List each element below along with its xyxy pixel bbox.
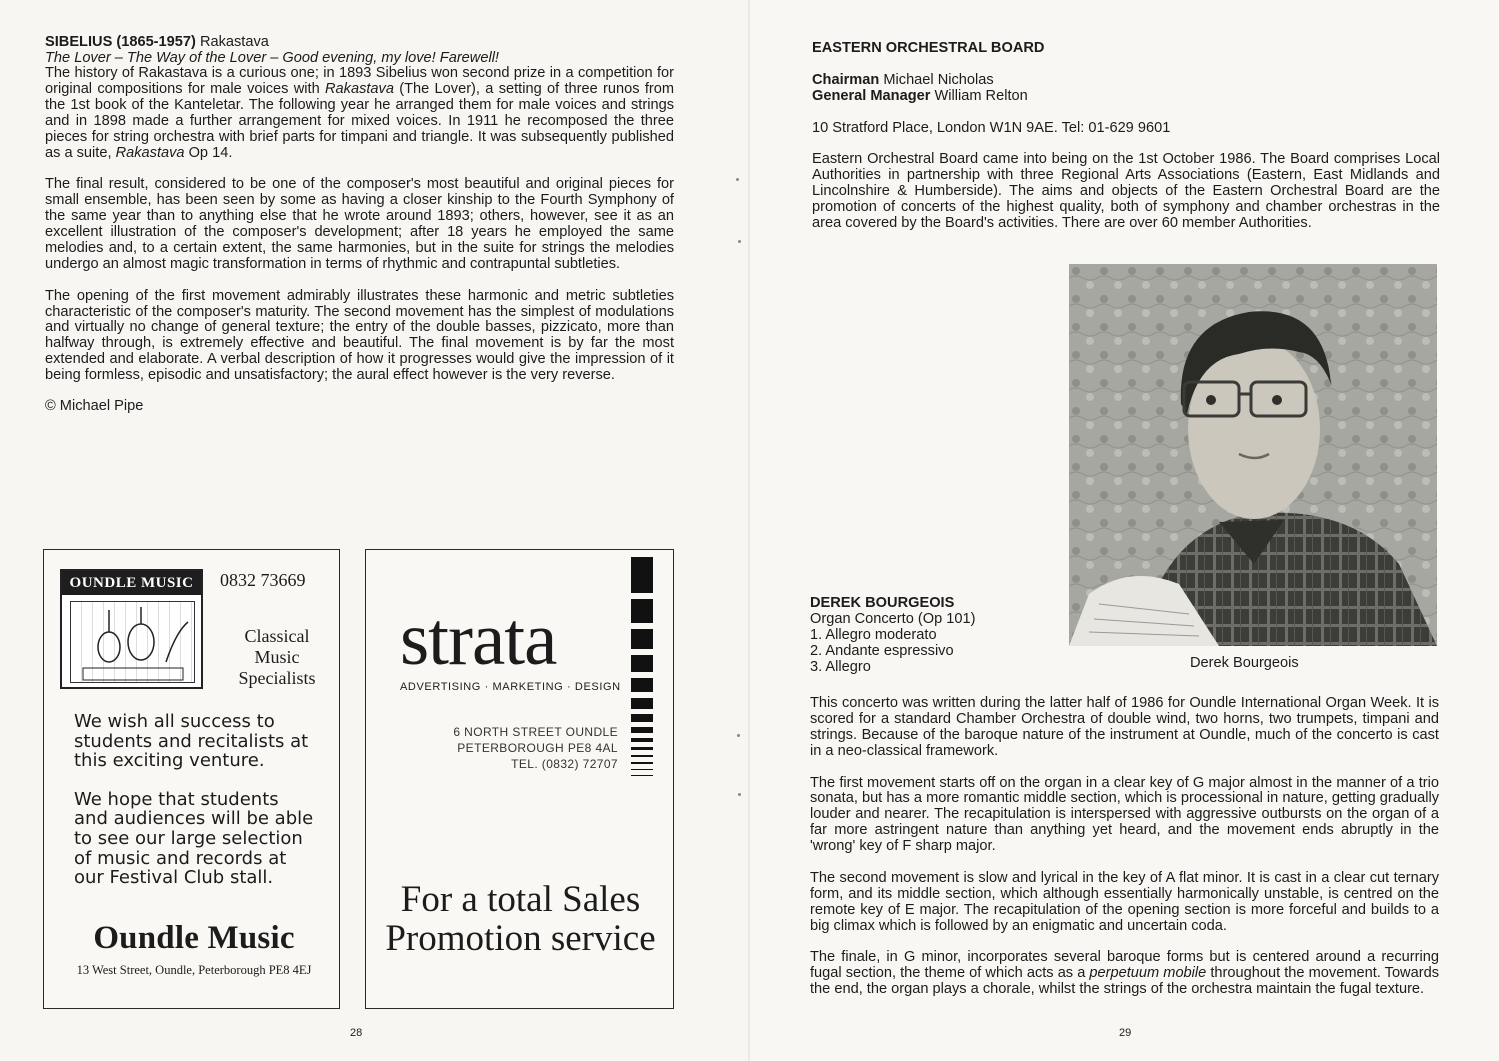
- paragraph: The first movement starts off on the organ in a clear key of G major almost in the manner of a trio sonata, but has a more romantic middle section, which is processional in nature, getting gradually louder and nearer. The recapitulation is interspersed with aggressive outbursts on the organ of a far more astringent nature than anything yet heard, and the movement ends abruptly in the 'wrong' key of F sharp major.: [810, 774, 1439, 855]
- print-speck: [738, 793, 741, 796]
- strata-services: ADVERTISING · MARKETING · DESIGN: [400, 681, 621, 693]
- movement-item: 3. Allegro: [810, 659, 871, 675]
- shop-window: [70, 601, 195, 683]
- paragraph: The final result, considered to be one of the composer's most beautiful and original pieces for small ensemble, has been seen by some as having a closer kinship to the Fourth Symphony of the same year than to anything else that he wrote around 1893; others, however, see it as an excellent illustration of the composer's development; after 18 years he employed the same melodies and, to a certain extent, the same harmonies, but in the suite for strings the melodies undergo an almost magic transformation in terms of rhythmic and contrapuntal subtleties.: [45, 176, 674, 272]
- photo-caption: Derek Bourgeois: [1190, 655, 1299, 671]
- instruments-icon: [71, 602, 196, 684]
- paragraph: The second movement is slow and lyrical in the key of A flat minor. It is cast in a clear cut ternary form, and its middle section, which although essentially harmonically unstable, is centred on the remote key of E major. The recapitulation of the opening section is more forceful and builds to a big climax which is followed by an enigmatic and uncertain coda.: [810, 869, 1439, 934]
- eob-address: 10 Stratford Place, London W1N 9AE. Tel: 01-629 9601: [812, 120, 1171, 136]
- strata-ad: [365, 549, 674, 1009]
- strata-address: 6 NORTH STREET OUNDLE PETERBOROUGH PE8 4AL TEL. (0832) 72707: [453, 725, 618, 771]
- print-speck: [736, 178, 739, 181]
- shop-address: 13 West Street, Oundle, Peterborough PE8 4EJ: [76, 963, 312, 977]
- section-title: EASTERN ORCHESTRAL BOARD: [812, 40, 1045, 56]
- page-number: 29: [1119, 1027, 1132, 1039]
- strata-bar-graphic: [631, 557, 653, 776]
- portrait-image: [1069, 264, 1437, 646]
- chairman-line: Chairman Michael Nicholas: [812, 72, 994, 88]
- eob-section: [812, 40, 1440, 232]
- bourgeois-heading-block: [810, 595, 1050, 675]
- gm-line: General Manager William Relton: [812, 88, 1028, 104]
- composer-name: SIBELIUS (1865-1957): [45, 34, 196, 50]
- article-body: [45, 66, 674, 384]
- work-subtitle: The Lover – The Way of the Lover – Good evening, my love! Farewell!: [45, 50, 499, 66]
- bourgeois-article-body: [810, 696, 1439, 1014]
- strata-logo: strata: [400, 598, 557, 681]
- work-title: Rakastava: [199, 34, 269, 50]
- print-speck: [738, 240, 741, 243]
- print-speck: [737, 734, 740, 737]
- page-number: 28: [350, 1027, 363, 1039]
- tagline: Classical Music Specialists: [238, 626, 316, 688]
- oundle-music-ad: [43, 549, 340, 1009]
- copyright-credit: © Michael Pipe: [45, 397, 144, 414]
- paragraph: The finale, in G minor, incorporates several baroque forms but is centered around a recurring fugal section, the theme of which acts as a perpetuum mobile throughout the movement. Towards the end, the organ plays a chorale, whilst the strings of the orchestra maintain the fugal texture.: [810, 949, 1439, 998]
- movement-item: 2. Andante espressivo: [810, 643, 954, 659]
- phone-number: 0832 73669: [220, 570, 306, 590]
- composer-name: DEREK BOURGEOIS: [810, 595, 955, 611]
- paragraph: The opening of the first movement admirably illustrates these harmonic and metric subtleties characteristic of the composer's maturity. The second movement has the simplest of modulations and virtually no change of general texture; the entry of the double basses, pizzicato, more than halfway through, is extremely effective and beautiful. The final movement is by far the most extended and elaborate. A verbal description of how it progresses would give the impression of it being formless, episodic and unsatisfactory; the aural effect however is the very reverse.: [45, 287, 674, 384]
- sibelius-heading: [45, 34, 674, 50]
- movement-item: 1. Allegro moderato: [810, 627, 937, 643]
- eob-description: Eastern Orchestral Board came into being on the 1st October 1986. The Board comprises Local Authorities in partnership with three Regional Arts Associations (Eastern, East Midlands and Lincolnshire & Humberside). The aims and objects of the Eastern Orchestral Board are the promotion of concerts of the highest quality, both of symphony and chamber orchestras in the area covered by the Board's activities. There are over 60 member Authorities.: [812, 151, 1440, 231]
- shop-name: Oundle Music: [93, 920, 295, 956]
- ad-message: [74, 712, 314, 907]
- strata-slogan: For a total Sales Promotion service: [385, 879, 656, 959]
- sibelius-article: [45, 34, 674, 414]
- shopfront-illustration: [60, 569, 203, 689]
- portrait-photo: [1069, 264, 1437, 646]
- ad-paragraph: We wish all success to students and recitalists at this exciting venture.: [74, 711, 309, 772]
- shop-sign: OUNDLE MUSIC: [62, 571, 201, 595]
- ad-paragraph: We hope that students and audiences will be able to see our large selection of music and records at our Festival Club stall.: [74, 788, 314, 889]
- paragraph: The history of Rakastava is a curious one; in 1893 Sibelius won second prize in a competition for original compositions for male voices with Rakastava (The Lover), a setting of three runos from the 1st book of the Kanteletar. The following year he arranged them for male voices and strings and in 1898 made a further arrangement for mixed voices. In 1911 he recomposed the three pieces for string orchestra with brief parts for timpani and triangle. It was subsequently published as a suite, Rakastava Op 14.: [45, 65, 675, 161]
- work-title: Organ Concerto (Op 101): [810, 611, 976, 627]
- paragraph: This concerto was written during the latter half of 1986 for Oundle International Organ Week. It is scored for a standard Chamber Orchestra of double wind, two horns, two trumpets, timpani and strings. Because of the baroque nature of the instrument at Oundle, much of the concerto is cast in a neo-classical framework.: [810, 695, 1439, 759]
